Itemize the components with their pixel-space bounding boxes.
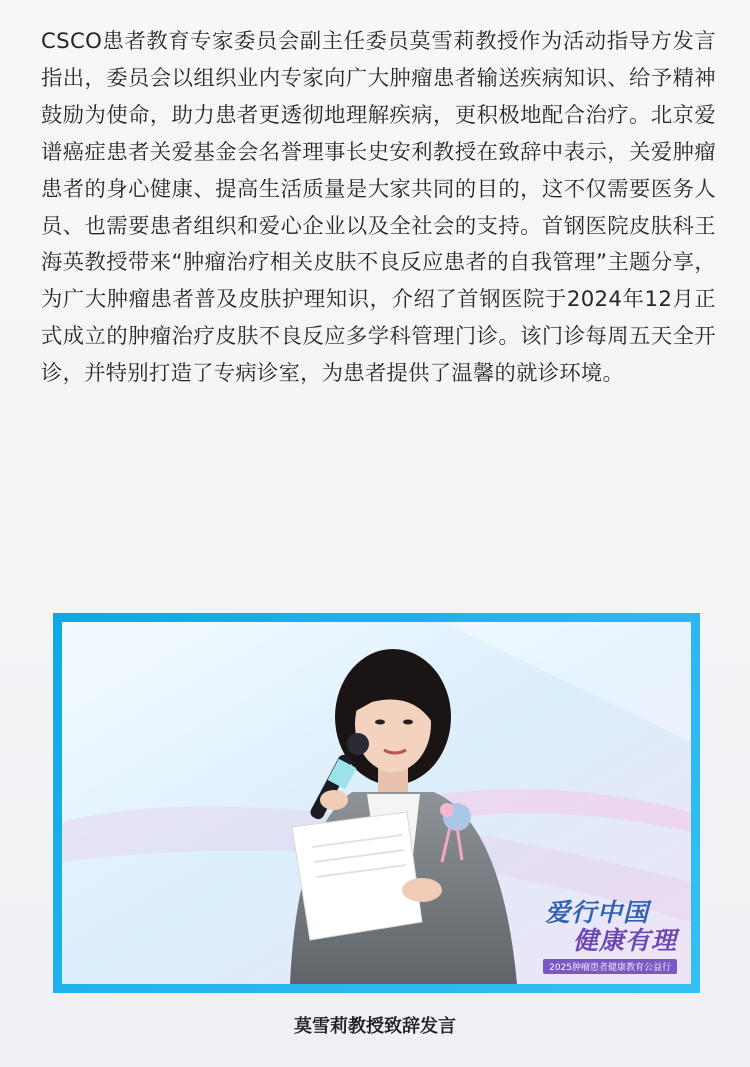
photo-frame <box>53 613 700 993</box>
photo-caption: 莫雪莉教授致辞发言 <box>294 1016 456 1037</box>
watermark-line1: 爱行中国 <box>544 898 649 927</box>
speaker-photo <box>62 622 691 984</box>
event-watermark <box>543 899 677 974</box>
watermark-subtitle: 2025肿瘤患者健康教育公益行 <box>543 959 677 974</box>
watermark-line2: 健康有理 <box>572 926 677 955</box>
article-paragraph: CSCO患者教育专家委员会副主任委员莫雪莉教授作为活动指导方发言指出，委员会以组织业内专家向广大肿瘤患者输送疾病知识、给予精神鼓励为使命，助力患者更透彻地理解疾病，更积极地配合治疗。北京爱谱癌症患者关爱基金会名誉理事长史安利教授在致辞中表示，关爱肿瘤患者的身心健康、提高生活质量是大家共同的目的，这不仅需要医务人员、也需要患者组织和爱心企业以及全社会的支持。首钢医院皮肤科王海英教授带来“肿瘤治疗相关皮肤不良反应患者的自我管理”主题分享，为广大肿瘤患者普及皮肤护理知识，介绍了首钢医院于2024年12月正式成立的肿瘤治疗皮肤不良反应多学科管理门诊。该门诊每周五天全开诊，并特别打造了专病诊室，为患者提供了温馨的就诊环境。 <box>41 29 716 387</box>
